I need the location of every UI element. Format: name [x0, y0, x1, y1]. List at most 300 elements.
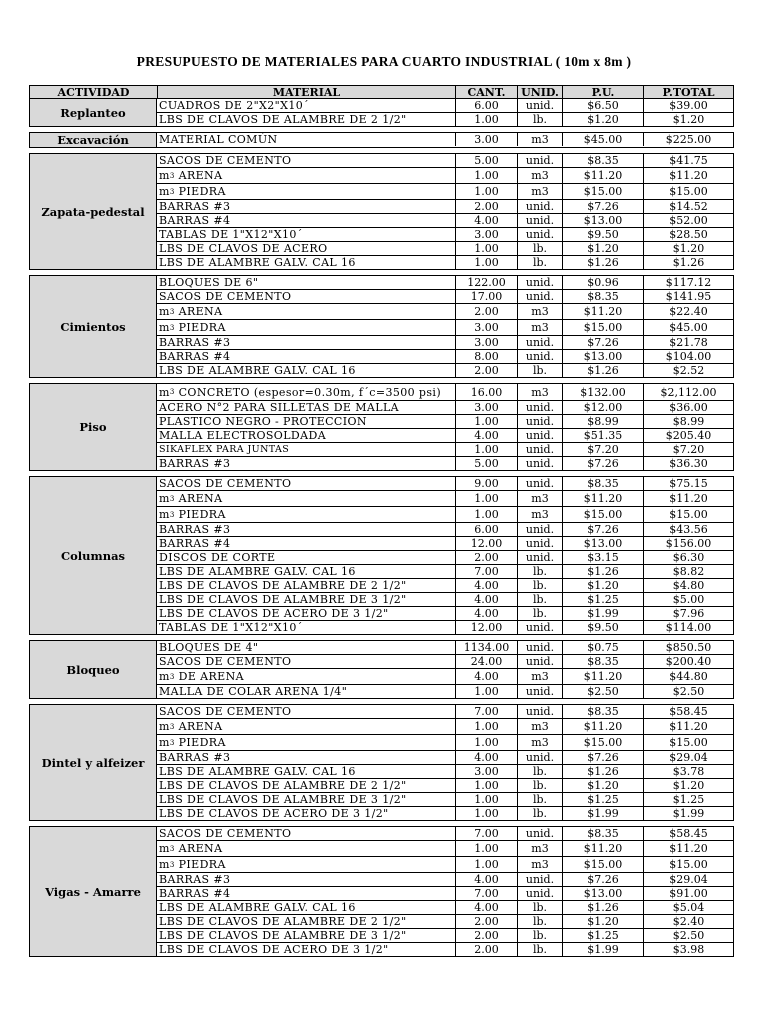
material-cell: [157, 751, 455, 764]
material-text: MALLA ELECTROSOLDADA: [159, 429, 327, 442]
section-dintel-y-alfeizer: [29, 704, 734, 821]
unid-cell: m3: [517, 669, 562, 684]
table-row: [157, 578, 733, 592]
total-price-cell: $11.20: [643, 719, 733, 734]
table-row: [157, 99, 733, 112]
unit-price-cell: $11.20: [562, 841, 643, 856]
total-price-cell: $58.45: [643, 705, 733, 718]
material-text: LBS DE CLAVOS DE ALAMBRE DE 2 1/2": [159, 915, 407, 928]
material-text: LBS DE CLAVOS DE ACERO DE 3 1/2": [159, 943, 389, 956]
material-text: MATERIAL COMÚN: [159, 133, 278, 146]
unid-cell: m3: [517, 320, 562, 335]
material-text: LBS DE CLAVOS DE ALAMBRE DE 3 1/2": [159, 793, 407, 806]
material-rows: [157, 827, 733, 956]
unid-cell: m3: [517, 841, 562, 856]
table-row: [157, 154, 733, 167]
unit-price-cell: $13.00: [562, 887, 643, 900]
unid-cell: m3: [517, 133, 562, 146]
cant-cell: 4.00: [455, 607, 517, 620]
material-text: BARRAS #4: [159, 350, 231, 363]
material-text: BLOQUES DE 4": [159, 641, 259, 654]
material-cell: [157, 429, 455, 442]
cant-cell: 4.00: [455, 669, 517, 684]
unit-price-cell: $9.50: [562, 621, 643, 634]
material-cell: m 3 PIEDRA: [159, 858, 226, 871]
material-text: LBS DE CLAVOS DE ALAMBRE DE 2 1/2": [159, 579, 407, 592]
cant-cell: 4.00: [455, 429, 517, 442]
unit-price-cell: $51.35: [562, 429, 643, 442]
unit-price-cell: $1.25: [562, 593, 643, 606]
table-row: [157, 522, 733, 536]
material-cell: [157, 457, 455, 470]
cant-cell: 1134.00: [455, 641, 517, 654]
cant-cell: 1.00: [455, 857, 517, 872]
header-actividad: ACTIVIDAD: [57, 85, 130, 99]
cant-cell: 3.00: [455, 401, 517, 414]
material-cell: m 3 CONCRETO (espesor=0.30m, f´c=3500 psi): [159, 385, 442, 399]
material-cell: m 3 DE ARENA: [159, 670, 244, 683]
total-price-cell: $4.80: [643, 579, 733, 592]
unid-cell: unid.: [517, 537, 562, 550]
cant-cell: 2.00: [455, 304, 517, 319]
unit-price-cell: $6.50: [562, 99, 643, 112]
total-price-cell: $225.00: [643, 133, 733, 146]
unid-cell: unid.: [517, 276, 562, 289]
material-text: BARRAS #3: [159, 751, 231, 764]
material-cell: [157, 685, 455, 698]
cant-cell: 2.00: [455, 200, 517, 213]
unit-prefix: m: [159, 385, 170, 399]
material-cell: [157, 655, 455, 668]
unit-price-cell: $11.20: [562, 168, 643, 183]
material-cell: [157, 765, 455, 778]
material-text: BARRAS #3: [159, 457, 231, 470]
material-cell: [157, 901, 455, 914]
table-row: [157, 363, 733, 377]
unid-cell: unid.: [517, 827, 562, 840]
cant-cell: 17.00: [455, 290, 517, 303]
unid-cell: unid.: [517, 705, 562, 718]
unid-cell: unid.: [517, 336, 562, 349]
unit-price-cell: $1.25: [562, 929, 643, 942]
unid-cell: unid.: [517, 685, 562, 698]
total-price-cell: $1.26: [643, 256, 733, 269]
unid-cell: unid.: [517, 429, 562, 442]
total-price-cell: $117.12: [643, 276, 733, 289]
table-row: [157, 641, 733, 654]
material-cell: m 3 ARENA: [159, 305, 223, 318]
unit-price-cell: $15.00: [562, 857, 643, 872]
section-columnas: [29, 476, 734, 635]
material-text: PIEDRA: [174, 321, 226, 334]
table-row: [157, 227, 733, 241]
material-cell: [157, 621, 455, 634]
cant-cell: 1.00: [455, 242, 517, 255]
material-text: PIEDRA: [174, 185, 226, 198]
unit-price-cell: $1.99: [562, 607, 643, 620]
material-text: LBS DE ALAMBRE GALV. CAL 16: [159, 565, 356, 578]
material-cell: [157, 477, 455, 490]
material-text: DE ARENA: [174, 670, 244, 683]
material-cell: [157, 415, 455, 428]
material-text: SIKAFLEX PARA JUNTAS: [159, 444, 290, 455]
cant-cell: 6.00: [455, 99, 517, 112]
table-row: [157, 764, 733, 778]
material-rows: [157, 384, 733, 470]
table-row: [157, 303, 733, 319]
total-price-cell: $6.30: [643, 551, 733, 564]
material-cell: [157, 443, 455, 456]
unit-price-cell: $7.26: [562, 523, 643, 536]
material-text: LBS DE ALAMBRE GALV. CAL 16: [159, 901, 356, 914]
material-text: ARENA: [174, 169, 223, 182]
total-price-cell: $2,112.00: [643, 384, 733, 400]
page-title: PRESUPUESTO DE MATERIALES PARA CUARTO INDUSTRIAL ( 10m x 8m ): [136, 54, 632, 69]
material-rows: [157, 99, 733, 126]
material-cell: [157, 336, 455, 349]
cant-cell: 3.00: [455, 228, 517, 241]
section-replanteo: [29, 99, 734, 127]
material-text: LBS DE CLAVOS DE ALAMBRE DE 3 1/2": [159, 929, 407, 942]
material-text: MALLA DE COLAR ARENA 1/4": [159, 685, 348, 698]
material-cell: [157, 200, 455, 213]
unit-price-cell: $11.20: [562, 719, 643, 734]
material-text: LBS DE CLAVOS DE ALAMBRE DE 2 1/2": [159, 113, 407, 126]
unit-price-cell: $11.20: [562, 669, 643, 684]
total-price-cell: $1.25: [643, 793, 733, 806]
material-text: PIEDRA: [174, 736, 226, 749]
unit-price-cell: $0.75: [562, 641, 643, 654]
unit-price-cell: $1.26: [562, 256, 643, 269]
cant-cell: 3.00: [455, 336, 517, 349]
table-row: [157, 734, 733, 750]
table-row: [157, 477, 733, 490]
material-cell: m 3 ARENA: [159, 169, 223, 182]
table-row: [157, 886, 733, 900]
material-cell: [157, 607, 455, 620]
material-text: BARRAS #4: [159, 887, 231, 900]
unit-prefix: m: [159, 736, 170, 749]
table-row: [157, 428, 733, 442]
table-row: [157, 456, 733, 470]
unit-price-cell: $8.35: [562, 290, 643, 303]
unit-price-cell: $8.35: [562, 655, 643, 668]
unit-price-cell: $1.20: [562, 779, 643, 792]
table-row: [157, 442, 733, 456]
material-text: ARENA: [174, 492, 223, 505]
total-price-cell: $11.20: [643, 841, 733, 856]
unid-cell: m3: [517, 168, 562, 183]
cant-cell: 1.00: [455, 841, 517, 856]
total-price-cell: $29.04: [643, 751, 733, 764]
cant-cell: 7.00: [455, 827, 517, 840]
total-price-cell: $156.00: [643, 537, 733, 550]
material-text: LBS DE CLAVOS DE ACERO DE 3 1/2": [159, 607, 389, 620]
activity-label: Piso: [30, 384, 157, 470]
table-row: [157, 750, 733, 764]
material-text: SACOS DE CEMENTO: [159, 154, 292, 167]
total-price-cell: $11.20: [643, 168, 733, 183]
total-price-cell: $850.50: [643, 641, 733, 654]
total-price-cell: $39.00: [643, 99, 733, 112]
total-price-cell: $3.78: [643, 765, 733, 778]
unit-price-cell: $7.26: [562, 336, 643, 349]
unit-price-cell: $1.20: [562, 113, 643, 126]
table-row: [157, 536, 733, 550]
unid-cell: lb.: [517, 565, 562, 578]
material-cell: [157, 705, 455, 718]
cant-cell: 2.00: [455, 929, 517, 942]
unid-cell: unid.: [517, 523, 562, 536]
cant-cell: 3.00: [455, 133, 517, 146]
unid-cell: lb.: [517, 765, 562, 778]
table-row: [157, 241, 733, 255]
table-row: [157, 167, 733, 183]
unid-cell: lb.: [517, 593, 562, 606]
unid-cell: unid.: [517, 154, 562, 167]
table-row: [157, 856, 733, 872]
table-row: [157, 705, 733, 718]
activity-label: Vigas - Amarre: [30, 827, 157, 956]
unit-price-cell: $132.00: [562, 384, 643, 400]
material-rows: [157, 705, 733, 820]
total-price-cell: $11.20: [643, 491, 733, 506]
unit-prefix: m: [159, 858, 170, 871]
material-text: PLASTICO NEGRO - PROTECCION: [159, 415, 367, 428]
total-price-cell: $52.00: [643, 214, 733, 227]
cant-cell: 7.00: [455, 565, 517, 578]
cant-cell: 1.00: [455, 491, 517, 506]
table-row: [157, 199, 733, 213]
total-price-cell: $2.52: [643, 364, 733, 377]
unid-cell: unid.: [517, 401, 562, 414]
cant-cell: 1.00: [455, 735, 517, 750]
total-price-cell: $91.00: [643, 887, 733, 900]
total-price-cell: $141.95: [643, 290, 733, 303]
section-excavaci-n: [29, 132, 734, 148]
cant-cell: 5.00: [455, 154, 517, 167]
unit-price-cell: $1.20: [562, 242, 643, 255]
unit-prefix: m: [159, 305, 170, 318]
material-text: CUADROS DE 2"X2"X10´: [159, 99, 310, 112]
activity-label: Replanteo: [30, 99, 157, 126]
table-row: [157, 668, 733, 684]
section-cimientos: [29, 275, 734, 378]
unid-cell: m3: [517, 857, 562, 872]
table-row: [157, 213, 733, 227]
unid-cell: lb.: [517, 364, 562, 377]
total-price-cell: $44.80: [643, 669, 733, 684]
material-cell: [157, 228, 455, 241]
cant-cell: 1.00: [455, 807, 517, 820]
activity-label: Excavación: [30, 133, 157, 147]
table-row: [157, 490, 733, 506]
total-price-cell: $28.50: [643, 228, 733, 241]
material-text: LBS DE CLAVOS DE ACERO DE 3 1/2": [159, 807, 389, 820]
cant-cell: 1.00: [455, 415, 517, 428]
total-price-cell: $2.50: [643, 685, 733, 698]
total-price-cell: $1.20: [643, 113, 733, 126]
unit-prefix: m: [159, 720, 170, 733]
material-text: LBS DE ALAMBRE GALV. CAL 16: [159, 765, 356, 778]
material-text: LBS DE CLAVOS DE ALAMBRE DE 3 1/2": [159, 593, 407, 606]
unid-cell: m3: [517, 491, 562, 506]
unid-cell: lb.: [517, 915, 562, 928]
total-price-cell: $14.52: [643, 200, 733, 213]
unid-cell: lb.: [517, 242, 562, 255]
cant-cell: 1.00: [455, 719, 517, 734]
total-price-cell: $75.15: [643, 477, 733, 490]
cant-cell: 16.00: [455, 384, 517, 400]
table-row: [157, 289, 733, 303]
activity-label: Dintel y alfeizer: [30, 705, 157, 820]
material-cell: [157, 214, 455, 227]
unit-prefix: m: [159, 185, 170, 198]
table-row: [157, 550, 733, 564]
unid-cell: lb.: [517, 607, 562, 620]
table-row: [157, 592, 733, 606]
activity-label: Bloqueo: [30, 641, 157, 698]
section-bloqueo: [29, 640, 734, 699]
total-price-cell: $114.00: [643, 621, 733, 634]
unit-price-cell: $1.26: [562, 364, 643, 377]
table-row: [157, 914, 733, 928]
cant-cell: 2.00: [455, 551, 517, 564]
table-row: [157, 400, 733, 414]
cant-cell: 4.00: [455, 873, 517, 886]
material-text: LBS DE CLAVOS DE ALAMBRE DE 2 1/2": [159, 779, 407, 792]
table-row: [157, 827, 733, 840]
unit-price-cell: $7.26: [562, 457, 643, 470]
cant-cell: 1.00: [455, 113, 517, 126]
table-row: [157, 112, 733, 126]
unid-cell: lb.: [517, 779, 562, 792]
total-price-cell: $8.82: [643, 565, 733, 578]
unid-cell: unid.: [517, 443, 562, 456]
unit-price-cell: $13.00: [562, 214, 643, 227]
material-text: PIEDRA: [174, 858, 226, 871]
unid-cell: lb.: [517, 256, 562, 269]
material-rows: [157, 477, 733, 634]
unit-price-cell: $9.50: [562, 228, 643, 241]
table-row: [157, 778, 733, 792]
total-price-cell: $15.00: [643, 507, 733, 522]
unid-cell: unid.: [517, 873, 562, 886]
table-row: [157, 319, 733, 335]
material-cell: [157, 113, 455, 126]
section-vigas-amarre: [29, 826, 734, 957]
total-price-cell: $3.98: [643, 943, 733, 956]
material-cell: [157, 350, 455, 363]
cant-cell: 4.00: [455, 593, 517, 606]
cant-cell: 4.00: [455, 751, 517, 764]
unit-price-cell: $7.26: [562, 200, 643, 213]
table-row: [157, 564, 733, 578]
total-price-cell: $2.50: [643, 929, 733, 942]
material-text: BLOQUES DE 6": [159, 276, 259, 289]
total-price-cell: $200.40: [643, 655, 733, 668]
material-text: PIEDRA: [174, 508, 226, 521]
unit-price-cell: $0.96: [562, 276, 643, 289]
material-text: BARRAS #3: [159, 200, 231, 213]
cant-cell: 7.00: [455, 705, 517, 718]
total-price-cell: $104.00: [643, 350, 733, 363]
table-body: [29, 99, 734, 957]
material-text: SACOS DE CEMENTO: [159, 290, 292, 303]
unid-cell: lb.: [517, 113, 562, 126]
material-cell: m 3 ARENA: [159, 842, 223, 855]
unit-price-cell: $8.35: [562, 827, 643, 840]
table-row: [157, 718, 733, 734]
total-price-cell: $5.00: [643, 593, 733, 606]
unid-cell: unid.: [517, 621, 562, 634]
unit-price-cell: $13.00: [562, 350, 643, 363]
unid-cell: unid.: [517, 99, 562, 112]
table-row: [157, 942, 733, 956]
material-cell: [157, 929, 455, 942]
unid-cell: unid.: [517, 887, 562, 900]
table-header: [29, 85, 734, 99]
header-cant: CANT.: [455, 86, 517, 98]
material-rows: [157, 154, 733, 269]
material-text: LBS DE ALAMBRE GALV. CAL 16: [159, 256, 356, 269]
unid-cell: m3: [517, 384, 562, 400]
cant-cell: 1.00: [455, 256, 517, 269]
material-cell: m 3 ARENA: [159, 492, 223, 505]
unit-prefix: m: [159, 842, 170, 855]
material-cell: [157, 133, 455, 146]
material-cell: [157, 641, 455, 654]
unit-prefix: m: [159, 508, 170, 521]
cant-cell: 3.00: [455, 765, 517, 778]
material-rows: [157, 133, 733, 147]
unit-price-cell: $8.35: [562, 705, 643, 718]
table-row: [157, 840, 733, 856]
total-price-cell: $41.75: [643, 154, 733, 167]
cant-cell: 12.00: [455, 621, 517, 634]
table-row: [157, 792, 733, 806]
unid-cell: lb.: [517, 929, 562, 942]
unid-cell: m3: [517, 719, 562, 734]
table-row: [157, 928, 733, 942]
material-cell: [157, 537, 455, 550]
activity-label: Columnas: [30, 477, 157, 634]
cant-cell: 4.00: [455, 901, 517, 914]
unid-cell: lb.: [517, 579, 562, 592]
table-row: [157, 335, 733, 349]
unit-prefix: m: [159, 492, 170, 505]
material-text: ARENA: [174, 305, 223, 318]
unid-cell: m3: [517, 304, 562, 319]
material-cell: [157, 290, 455, 303]
material-text: BARRAS #3: [159, 336, 231, 349]
material-cell: m 3 ARENA: [159, 720, 223, 733]
unid-cell: lb.: [517, 793, 562, 806]
table-row: [157, 654, 733, 668]
unid-cell: unid.: [517, 551, 562, 564]
total-price-cell: $21.78: [643, 336, 733, 349]
material-cell: m 3 PIEDRA: [159, 185, 226, 198]
unit-price-cell: $7.26: [562, 873, 643, 886]
cant-cell: 1.00: [455, 184, 517, 199]
material-cell: [157, 915, 455, 928]
total-price-cell: $43.56: [643, 523, 733, 536]
material-text: LBS DE CLAVOS DE ACERO: [159, 242, 328, 255]
header-ptotal: P.TOTAL: [643, 86, 733, 98]
section-piso: [29, 383, 734, 471]
cant-cell: 1.00: [455, 443, 517, 456]
unit-price-cell: $1.99: [562, 943, 643, 956]
